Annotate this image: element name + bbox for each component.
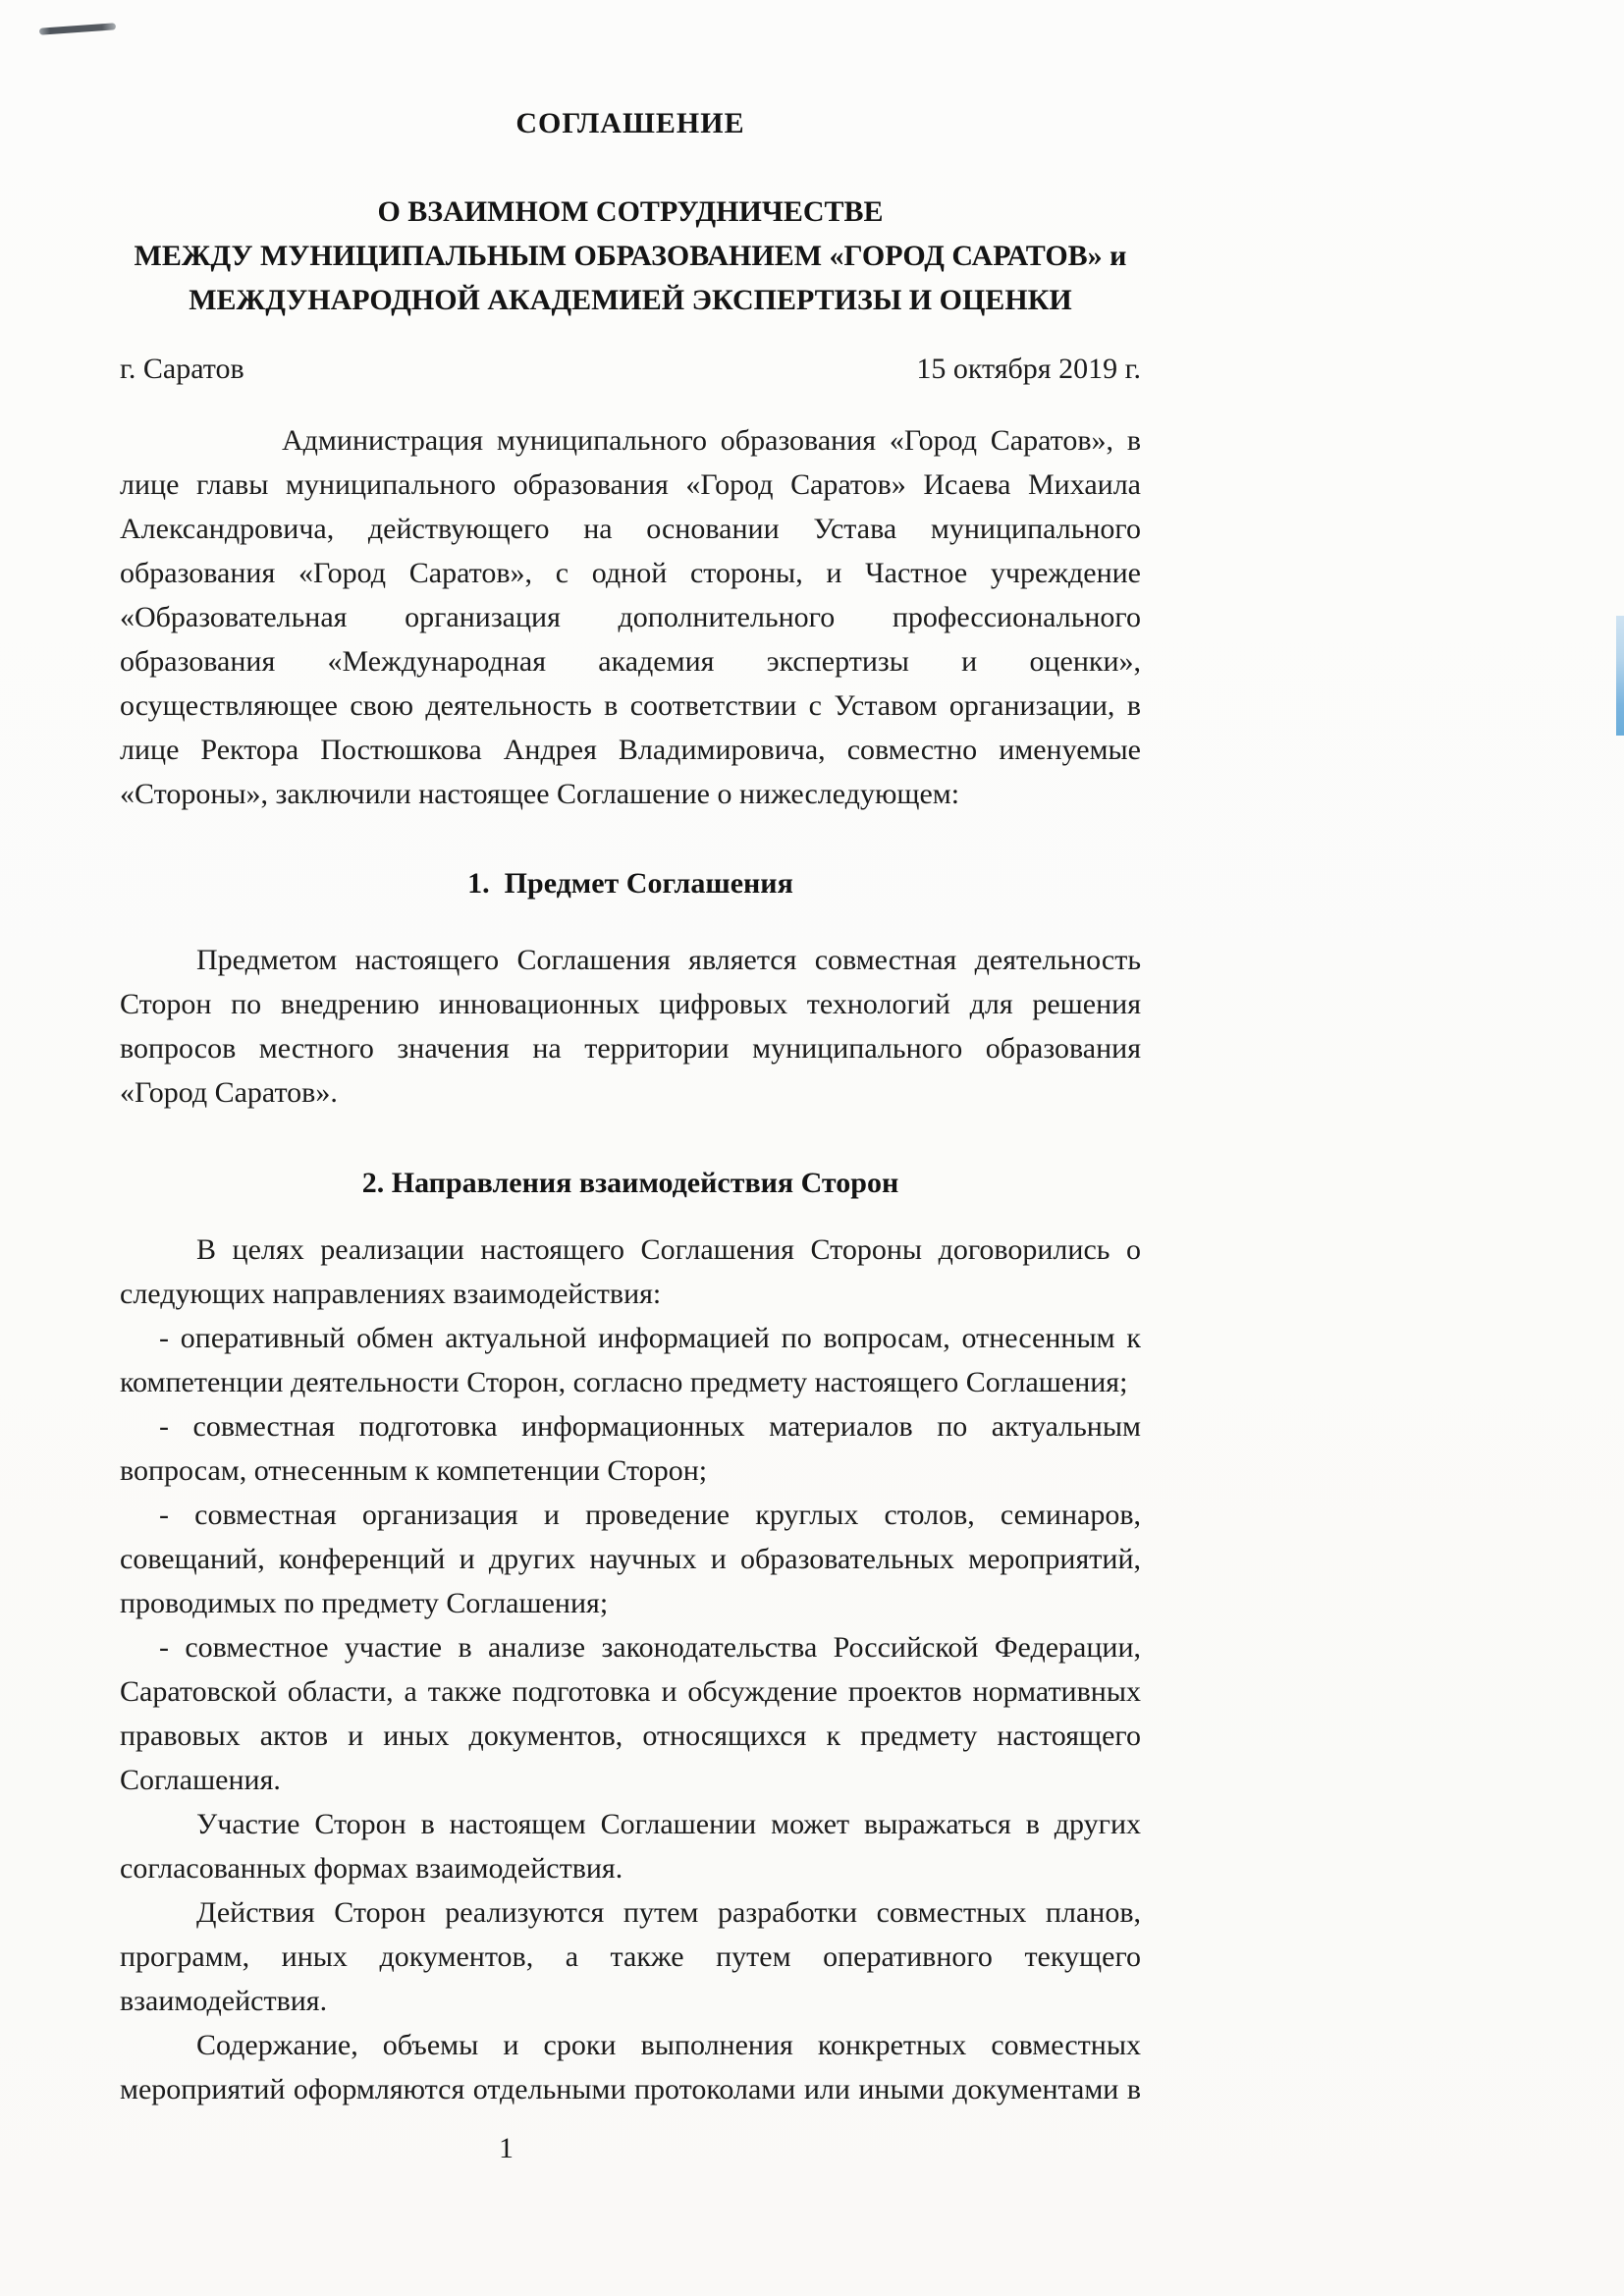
- section-1-heading: 1. Предмет Соглашения: [467, 867, 793, 900]
- document-subtitle-line-1: О ВЗАИМНОМ СОТРУДНИЧЕСТВЕ: [377, 195, 884, 228]
- section-2-heading: 2. Направления взаимодействия Сторон: [361, 1167, 899, 1199]
- document-title: СОГЛАШЕНИЕ: [515, 107, 745, 139]
- document-subtitle-line-2: МЕЖДУ МУНИЦИПАЛЬНЫМ ОБРАЗОВАНИЕМ «ГОРОД САРАТОВ» и: [134, 240, 1127, 272]
- intro-paragraph: Администрация муниципального образования «Город Саратов», в лице главы муниципального образования «Город Саратов» Исаева Михаила Александровича, действующего на основании Устава муниципального образования «Город Саратов», с одной стороны, и Частное учреждение «Образовательная организация дополнительного профессионального образования «Международная академия экспертизы и оценки», осуществляющее свою деятельность в соответствии с Уставом организации, в лице Ректора Постюшкова Андрея Владимировича, совместно именуемые «Стороны», заключили настоящее Соглашение о нижеследующем:: [120, 424, 1141, 810]
- section-1-paragraph: Предметом настоящего Соглашения является совместная деятельность Сторон по внедрению инновационных цифровых технологий для решения вопросов местного значения на территории муниципального образования «Город Саратов».: [120, 944, 1141, 1109]
- section-2-paragraph: Содержание, объемы и сроки выполнения конкретных совместных мероприятий оформляются отдельными протоколами или иными документами в: [120, 2029, 1141, 2105]
- scan-blue-strip: [1616, 616, 1624, 736]
- section-2-list-item: - совместная подготовка информационных материалов по актуальным вопросам, отнесенным к компетенции Сторон;: [120, 1410, 1141, 1487]
- date-label: 15 октября 2019 г.: [916, 353, 1141, 385]
- scan-pen-mark: [39, 23, 116, 34]
- document-subtitle-line-3: МЕЖДУНАРОДНОЙ АКАДЕМИЕЙ ЭКСПЕРТИЗЫ И ОЦЕНКИ: [189, 284, 1072, 316]
- section-2-paragraph: Участие Сторон в настоящем Соглашении может выражаться в других согласованных формах взаимодействия.: [120, 1808, 1141, 1885]
- document-subtitle: [120, 190, 1141, 322]
- place-label: г. Саратов: [120, 353, 244, 385]
- place-date-row: [120, 347, 1141, 391]
- section-2-list-item: - оперативный обмен актуальной информацией по вопросам, отнесенным к компетенции деятельности Сторон, согласно предмету настоящего Соглашения;: [120, 1322, 1141, 1398]
- section-2-paragraph: В целях реализации настоящего Соглашения Стороны договорились о следующих направлениях взаимодействия:: [120, 1233, 1141, 1310]
- section-2-list-item: - совместная организация и проведение круглых столов, семинаров, совещаний, конференций и других научных и образовательных мероприятий, проводимых по предмету Соглашения;: [120, 1499, 1141, 1619]
- document-content: [120, 0, 1141, 2170]
- page-number: 1: [499, 2132, 514, 2164]
- section-2-paragraph: Действия Сторон реализуются путем разработки совместных планов, программ, иных документов, а также путем оперативного текущего взаимодействия.: [120, 1896, 1141, 2017]
- section-2-list-item: - совместное участие в анализе законодательства Российской Федерации, Саратовской области, а также подготовка и обсуждение проектов нормативных правовых актов и иных документов, относящихся к предмету настоящего Соглашения.: [120, 1631, 1141, 1796]
